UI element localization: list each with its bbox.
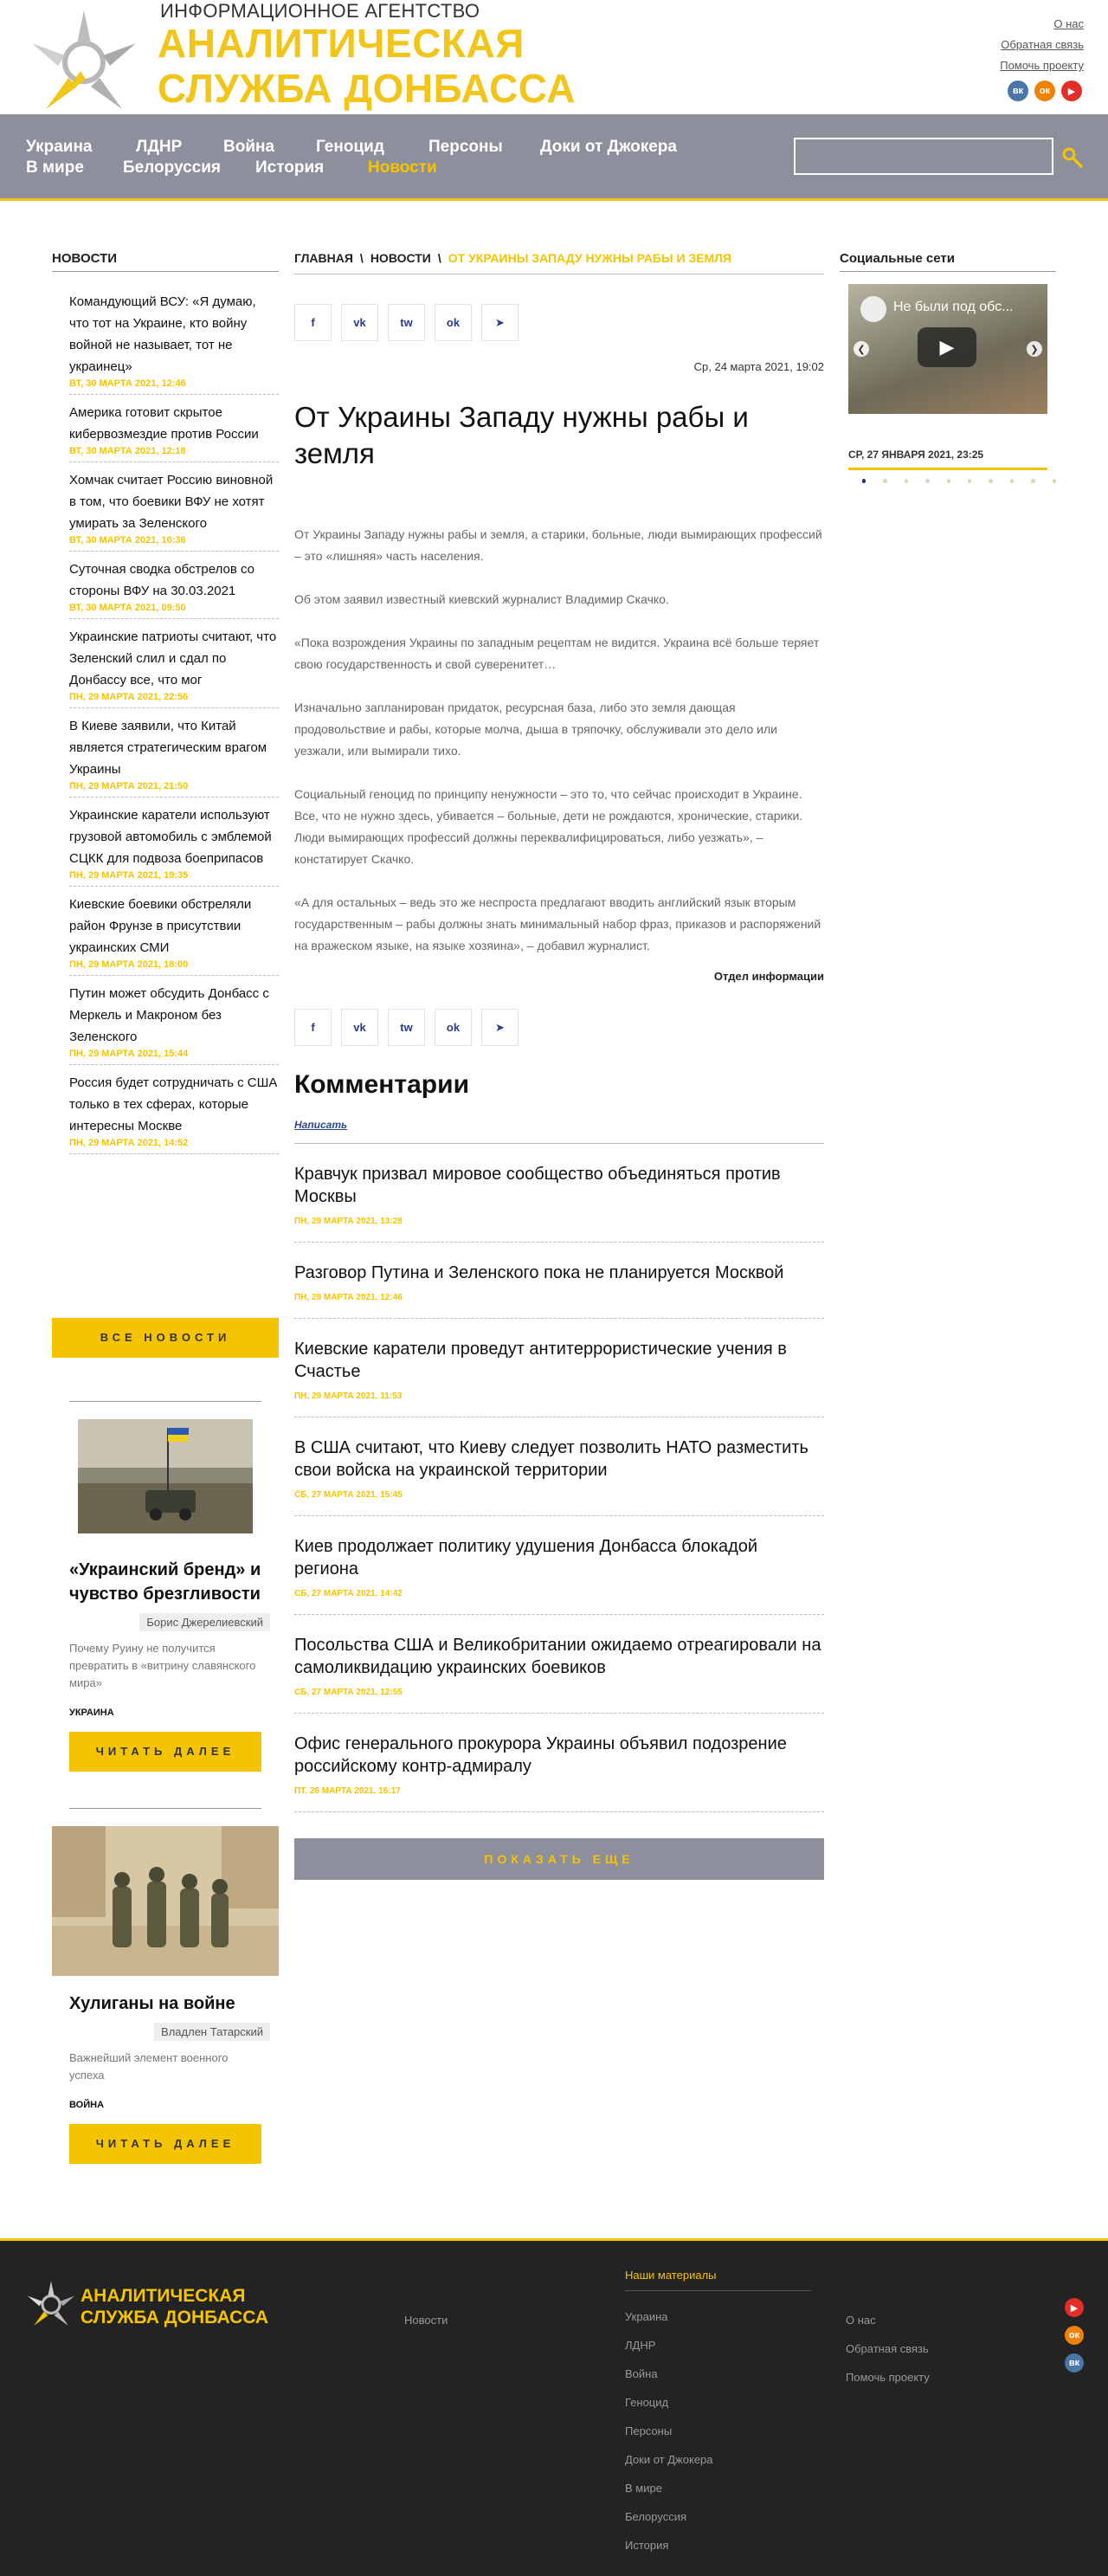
- nav-item-ldnr[interactable]: ЛДНР: [136, 138, 183, 156]
- news-title: Америка готовит скрытое кибервозмездие против России: [69, 405, 259, 442]
- news-title: Украинские каратели используют грузовой автомобиль с эмблемой СЦКК для подвоза боеприпасов: [69, 808, 272, 866]
- news-date: ПН, 29 МАРТА 2021, 18:00: [69, 959, 189, 970]
- donate-link[interactable]: Помочь проекту: [1000, 59, 1084, 72]
- youtube-icon[interactable]: ▶: [1065, 2298, 1084, 2317]
- play-icon[interactable]: ▶: [918, 327, 976, 367]
- news-sidebar: [52, 251, 279, 1154]
- comments-title: Комментарии: [294, 1070, 470, 1099]
- video-player[interactable]: [848, 284, 1047, 414]
- article-title: От Украины Западу нужны рабы и земля: [294, 401, 749, 469]
- card-author[interactable]: Борис Джерелиевский: [139, 1613, 270, 1631]
- news-item[interactable]: [69, 708, 279, 797]
- card-divider: [69, 1401, 261, 1402]
- news-date: ВТ, 30 МАРТА 2021, 10:36: [69, 535, 186, 546]
- news-list: [69, 284, 279, 1154]
- carousel-dot[interactable]: [1053, 479, 1056, 483]
- sidebar-title: НОВОСТИ: [52, 251, 279, 272]
- vk-icon[interactable]: vk: [341, 304, 378, 341]
- related-item[interactable]: [294, 1516, 824, 1615]
- brand-line-2: СЛУЖБА ДОНБАССА: [158, 66, 577, 111]
- news-title: Хомчак считает Россию виновной в том, что боевики ВФУ не хотят умирать за Зеленского: [69, 473, 274, 531]
- footer-link-feedback[interactable]: Обратная связь: [846, 2342, 929, 2355]
- news-date: ВТ, 30 МАРТА 2021, 12:46: [69, 378, 186, 389]
- footer-col-title: Наши материалы: [625, 2269, 811, 2291]
- card-rubric[interactable]: УКРАИНА: [69, 1708, 114, 1718]
- article: [294, 251, 824, 1880]
- footer-link-ukraine[interactable]: Украина: [625, 2310, 668, 2323]
- related-item[interactable]: [294, 1144, 824, 1243]
- facebook-icon[interactable]: f: [294, 304, 332, 341]
- footer-col-materials: [625, 2269, 811, 2567]
- news-date: ПН, 29 МАРТА 2021, 21:50: [69, 781, 189, 791]
- twitter-icon[interactable]: tw: [388, 304, 425, 341]
- footer-link-genocide[interactable]: Геноцид: [625, 2396, 669, 2409]
- card-description: Почему Руину не получится превратить в «витрину славянского мира»: [69, 1642, 256, 1689]
- side-card: [52, 1401, 279, 1772]
- card-author[interactable]: Владлен Татарский: [154, 2023, 270, 2041]
- brand-line-1: АНАЛИТИЧЕСКАЯ: [158, 21, 525, 66]
- carousel-dot[interactable]: [1031, 479, 1034, 483]
- footer-link-news[interactable]: Новости: [404, 2314, 448, 2327]
- write-comment-link[interactable]: Написать: [294, 1119, 348, 1131]
- social-title: Социальные сети: [840, 251, 1056, 272]
- news-title: Суточная сводка обстрелов со стороны ВФУ на 30.03.2021: [69, 562, 254, 598]
- news-item[interactable]: [69, 462, 279, 552]
- article-paragraph: Социальный геноцид по принципу ненужности – это то, что сейчас происходит в Украине. Все, что не нужно здесь, убивается – больные, дети не рождаются, хронические, старики. Люди вымирающих профессий должны переквалифицироваться, либо уезжать», – констатирует Скачко.: [294, 787, 803, 866]
- channel-logo-icon: [860, 296, 886, 322]
- odnoklassniki-icon[interactable]: ок: [1065, 2326, 1084, 2345]
- logo-icon[interactable]: [29, 9, 139, 114]
- site-brand[interactable]: [158, 21, 576, 111]
- news-date: ПН, 29 МАРТА 2021, 22:56: [69, 692, 189, 702]
- odnoklassniki-icon[interactable]: ok: [435, 1009, 472, 1046]
- news-title: Командующий ВСУ: «Я думаю, что тот на Украине, кто войну войной не называет, тот не украинец»: [69, 294, 256, 374]
- related-date: ПН, 29 МАРТА 2021, 12:46: [294, 1293, 403, 1302]
- side-card: [52, 1808, 279, 2164]
- related-item[interactable]: [294, 1243, 824, 1319]
- odnoklassniki-icon[interactable]: ok: [435, 304, 472, 341]
- article-paragraph: Изначально запланирован придаток, ресурсная база, либо это земля дающая продовольствие и рабы, которые молча, дыша в тряпочку, обслуживали это дело или уезжали, или вымирали тихо.: [294, 700, 777, 758]
- related-item[interactable]: [294, 1417, 824, 1516]
- news-title: Украинские патриоты считают, что Зеленский слил и сдал по Донбассу все, что мог: [69, 629, 277, 688]
- carousel-dots: [862, 479, 1056, 483]
- related-date: СБ, 27 МАРТА 2021, 14:42: [294, 1589, 403, 1598]
- news-date: ВТ, 30 МАРТА 2021, 12:18: [69, 446, 186, 456]
- nav-item-ukraine[interactable]: Украина: [26, 138, 93, 156]
- nav-item-war[interactable]: Война: [223, 138, 275, 156]
- main-nav: [0, 114, 1108, 201]
- card-divider: [69, 1808, 261, 1809]
- show-more-button[interactable]: ПОКАЗАТЬ ЕЩЕ: [294, 1838, 824, 1880]
- facebook-icon[interactable]: f: [294, 1009, 332, 1046]
- news-date: ПН, 29 МАРТА 2021, 15:44: [69, 1049, 189, 1059]
- carousel-dot[interactable]: [925, 479, 929, 483]
- news-title: Путин может обсудить Донбасс с Меркель и Макроном без Зеленского: [69, 986, 269, 1044]
- nav-item-belarus[interactable]: Белоруссия: [123, 158, 221, 177]
- vk-icon[interactable]: vk: [341, 1009, 378, 1046]
- carousel-dot[interactable]: [1010, 479, 1014, 483]
- footer-link-history[interactable]: История: [625, 2539, 669, 2552]
- footer-link-joker-docs[interactable]: Доки от Джокера: [625, 2453, 713, 2466]
- footer-link-ldnr[interactable]: ЛДНР: [625, 2339, 656, 2352]
- agency-label: ИНФОРМАЦИОННОЕ АГЕНТСТВО: [160, 0, 480, 22]
- news-title: Россия будет сотрудничать с США только в тех сферах, которые интересны Москве: [69, 1075, 278, 1133]
- search-input[interactable]: [794, 138, 1053, 175]
- site-footer: [0, 2238, 1108, 2576]
- telegram-icon[interactable]: ➤: [481, 304, 519, 341]
- news-item[interactable]: [69, 1065, 279, 1154]
- nav-item-persons[interactable]: Персоны: [428, 138, 503, 156]
- video-date: СР, 27 ЯНВАРЯ 2021, 23:25: [848, 449, 1047, 470]
- read-more-button[interactable]: ЧИТАТЬ ДАЛЕЕ: [69, 1732, 261, 1772]
- related-date: ПТ, 26 МАРТА 2021, 16:17: [294, 1786, 401, 1796]
- vk-icon[interactable]: вк: [1065, 2353, 1084, 2373]
- article-paragraph: От Украины Западу нужны рабы и земля, а старики, больные, люди вымирающих профессий – это «лишняя» часть населения.: [294, 527, 822, 563]
- site-header: [0, 0, 1108, 114]
- related-title: Разговор Путина и Зеленского пока не планируется Москвой: [294, 1263, 784, 1282]
- related-item[interactable]: [294, 1714, 824, 1812]
- carousel-dot[interactable]: [968, 479, 971, 483]
- news-item[interactable]: [69, 395, 279, 462]
- related-title: Посольства США и Великобритании ожидаемо отреагировали на самоликвидацию украинских боевиков: [294, 1636, 821, 1677]
- card-rubric[interactable]: ВОЙНА: [69, 2100, 105, 2110]
- related-title: В США считают, что Киеву следует позволить НАТО разместить свои войска на украинской территории: [294, 1438, 808, 1480]
- carousel-dot[interactable]: [883, 479, 886, 483]
- news-date: ПН, 29 МАРТА 2021, 19:35: [69, 870, 189, 881]
- news-title: Киевские боевики обстреляли район Фрунзе в присутствии украинских СМИ: [69, 897, 252, 955]
- footer-link-world[interactable]: В мире: [625, 2482, 662, 2495]
- youtube-icon[interactable]: ▶: [1061, 81, 1082, 101]
- carousel-dot[interactable]: [989, 479, 992, 483]
- video-title[interactable]: Не были под обс...: [893, 300, 1014, 314]
- article-paragraph: «А для остальных – ведь это же неспроста предлагают вводить английский язык вторым государственным – рабы должны знать минимальный набор фраз, приказов и распоряжений на вражеском языке, на языке хозяина», – добавил журналист.: [294, 895, 821, 952]
- nav-item-history[interactable]: История: [255, 158, 325, 177]
- news-item[interactable]: [69, 552, 279, 619]
- news-item[interactable]: [69, 976, 279, 1065]
- related-title: Киев продолжает политику удушения Донбасса блокадой региона: [294, 1537, 758, 1579]
- breadcrumb-news[interactable]: НОВОСТИ: [370, 251, 431, 265]
- footer-col-news: [404, 2314, 448, 2342]
- footer-brand[interactable]: [81, 2285, 268, 2328]
- search-icon[interactable]: [1060, 145, 1085, 171]
- related-title: Киевские каратели проведут антитеррористические учения в Счастье: [294, 1340, 787, 1381]
- nav-item-genocide[interactable]: Геноцид: [316, 138, 384, 156]
- twitter-icon[interactable]: tw: [388, 1009, 425, 1046]
- related-title: Офис генерального прокурора Украины объявил подозрение российскому контр-адмиралу: [294, 1734, 787, 1776]
- article-paragraph: Об этом заявил известный киевский журналист Владимир Скачко.: [294, 592, 669, 606]
- article-body: [294, 524, 824, 957]
- related-date: ПН, 29 МАРТА 2021, 13:28: [294, 1217, 403, 1226]
- related-title: Кравчук призвал мировое сообщество объединяться против Москвы: [294, 1165, 781, 1206]
- related-item[interactable]: [294, 1319, 824, 1417]
- article-paragraph: «Пока возрождения Украины по западным рецептам не видится. Украина всё больше теряет свою государственность и свой суверенитет…: [294, 636, 820, 671]
- related-date: ПН, 29 МАРТА 2021, 11:53: [294, 1391, 403, 1401]
- telegram-icon[interactable]: ➤: [481, 1009, 519, 1046]
- footer-logo-icon[interactable]: [26, 2280, 76, 2328]
- share-bar-bottom: [294, 1009, 824, 1046]
- related-date: СБ, 27 МАРТА 2021, 15:45: [294, 1490, 403, 1500]
- odnoklassniki-icon[interactable]: ок: [1034, 81, 1055, 101]
- news-item[interactable]: [69, 797, 279, 887]
- nav-item-news[interactable]: Новости: [368, 158, 437, 177]
- footer-link-persons[interactable]: Персоны: [625, 2424, 673, 2437]
- footer-link-donate[interactable]: Помочь проекту: [846, 2371, 930, 2384]
- news-item[interactable]: [69, 619, 279, 708]
- card-image[interactable]: [52, 1826, 279, 1976]
- related-list: [294, 1143, 824, 1812]
- footer-link-belarus[interactable]: Белоруссия: [625, 2510, 687, 2523]
- about-link[interactable]: О нас: [1053, 17, 1084, 30]
- social-sidebar: [840, 251, 1056, 483]
- news-item[interactable]: [69, 284, 279, 395]
- footer-brand-line-1: АНАЛИТИЧЕСКАЯ: [81, 2286, 246, 2306]
- all-news-button[interactable]: ВСЕ НОВОСТИ: [52, 1318, 279, 1358]
- breadcrumb-current: ОТ УКРАИНЫ ЗАПАДУ НУЖНЫ РАБЫ И ЗЕМЛЯ: [448, 251, 732, 265]
- share-bar: [294, 304, 824, 341]
- nav-item-world[interactable]: В мире: [26, 158, 84, 177]
- footer-social: [1065, 2298, 1084, 2373]
- card-image[interactable]: [78, 1419, 253, 1533]
- card-description: Важнейший элемент военного успеха: [69, 2051, 229, 2082]
- article-signature: Отдел информации: [713, 970, 824, 983]
- related-date: СБ, 27 МАРТА 2021, 12:55: [294, 1688, 403, 1697]
- breadcrumb-home[interactable]: ГЛАВНАЯ: [294, 251, 353, 265]
- card-title[interactable]: Хулиганы на войне: [69, 1994, 235, 2013]
- next-arrow-icon[interactable]: ❯: [1027, 341, 1042, 357]
- article-date: Ср, 24 марта 2021, 19:02: [693, 360, 824, 373]
- card-title[interactable]: «Украинский бренд» и чувство брезгливости: [69, 1560, 261, 1604]
- carousel-dot[interactable]: [947, 479, 950, 483]
- top-links: [1000, 14, 1084, 76]
- news-title: В Киеве заявили, что Китай является стратегическим врагом Украины: [69, 719, 267, 777]
- footer-link-war[interactable]: Война: [625, 2367, 658, 2380]
- nav-item-joker-docs[interactable]: Доки от Джокера: [540, 138, 677, 156]
- vk-icon[interactable]: вк: [1008, 81, 1028, 101]
- breadcrumb: ГЛАВНАЯ \ НОВОСТИ \ ОТ УКРАИНЫ ЗАПАДУ НУЖНЫ РАБЫ И ЗЕМЛЯ: [294, 251, 732, 265]
- header-social: [1008, 81, 1082, 101]
- news-date: ПН, 29 МАРТА 2021, 14:52: [69, 1138, 189, 1148]
- footer-brand-line-2: СЛУЖБА ДОНБАССА: [81, 2308, 269, 2327]
- carousel-dot[interactable]: [905, 479, 908, 483]
- news-date: ВТ, 30 МАРТА 2021, 09:50: [69, 603, 186, 613]
- news-item[interactable]: [69, 887, 279, 976]
- feedback-link[interactable]: Обратная связь: [1001, 38, 1084, 51]
- footer-link-about[interactable]: О нас: [846, 2314, 876, 2327]
- related-item[interactable]: [294, 1615, 824, 1714]
- prev-arrow-icon[interactable]: ❮: [854, 341, 869, 357]
- carousel-dot[interactable]: [862, 479, 866, 483]
- footer-col-about: [846, 2314, 930, 2399]
- read-more-button[interactable]: ЧИТАТЬ ДАЛЕЕ: [69, 2124, 261, 2164]
